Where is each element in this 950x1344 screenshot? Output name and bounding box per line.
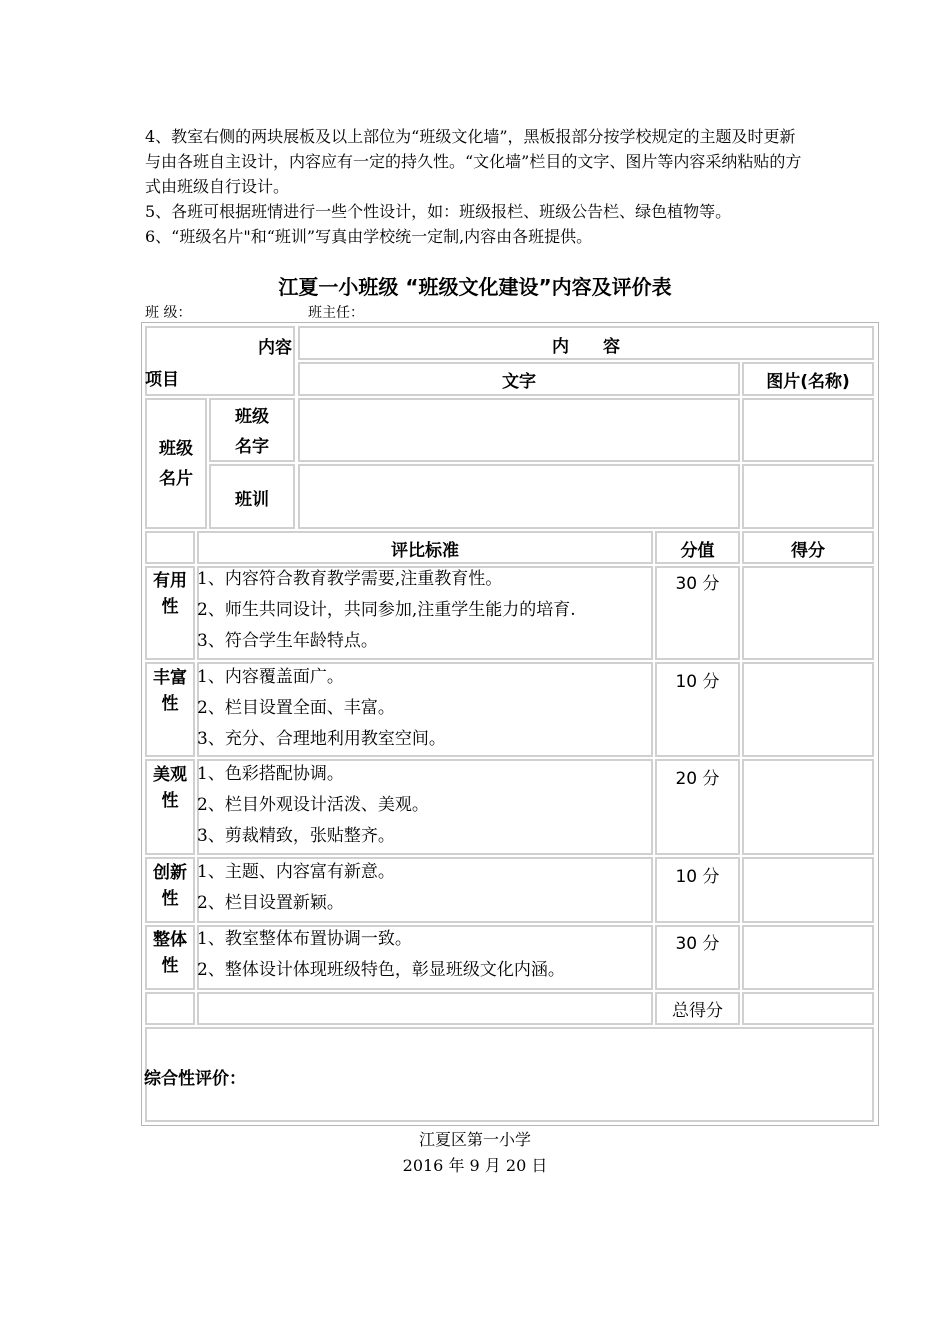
- picture-header: 图片(名称): [766, 372, 850, 392]
- score-header: 分值: [680, 541, 715, 561]
- criterion-got-cell[interactable]: [742, 662, 874, 757]
- school-name: 江夏区第一小学: [418, 1130, 531, 1149]
- criterion-items: 1、色彩搭配协调。 2、栏目外观设计活泼、美观。 3、剪裁精致，张贴整齐。: [197, 764, 429, 846]
- motto-text-cell[interactable]: [298, 464, 740, 529]
- content-header: 内 容: [552, 337, 620, 357]
- intro-paragraph-6: 6、“班级名片"和“班训”写真由学校统一定制,内容由各班提供。: [145, 227, 593, 246]
- criterion-score: 20 分: [675, 769, 720, 789]
- criterion-items: 1、教室整体布置协调一致。 2、整体设计体现班级特色，彰显班级文化内涵。: [197, 929, 565, 980]
- page-title: 江夏一小班级 “班级文化建设”内容及评价表: [278, 275, 672, 299]
- class-card-label: 班级 名片: [159, 439, 193, 489]
- corner-bottom-label: 项目: [145, 370, 179, 390]
- criterion-score: 10 分: [675, 867, 720, 887]
- total-blank-cell: [145, 992, 195, 1025]
- criterion-score: 30 分: [675, 934, 720, 954]
- criterion-category: 美观 性: [153, 765, 187, 811]
- criterion-items: 1、内容符合教育教学需要,注重教育性。 2、师生共同设计，共同参加,注重学生能力的培育. 3、符合学生年龄特点。: [197, 569, 576, 651]
- class-name-picture-cell[interactable]: [742, 398, 874, 462]
- criterion-category: 有用 性: [153, 571, 187, 617]
- document-date: 2016 年 9 月 20 日: [402, 1156, 548, 1175]
- total-blank-cell: [197, 992, 653, 1025]
- text-header: 文字: [502, 372, 536, 392]
- intro-paragraph-5: 5、各班可根据班情进行一些个性设计，如：班级报栏、班级公告栏、绿色植物等。: [145, 202, 732, 221]
- motto-picture-cell[interactable]: [742, 464, 874, 529]
- got-header: 得分: [791, 541, 825, 561]
- criteria-blank-cell: [145, 531, 195, 564]
- criterion-score: 30 分: [675, 574, 720, 594]
- intro-paragraph-4: 4、教室右侧的两块展板及以上部位为“班级文化墙”，黑板报部分按学校规定的主题及时更新与由各班自主设计，内容应有一定的持久性。“文化墙”栏目的文字、图片等内容采纳粘贴的方式由班级自行设计。: [145, 127, 802, 196]
- total-label: 总得分: [672, 1001, 723, 1021]
- criterion-got-cell[interactable]: [742, 566, 874, 660]
- criterion-items: 1、主题、内容富有新意。 2、栏目设置新颖。: [197, 862, 395, 913]
- criterion-got-cell[interactable]: [742, 925, 874, 990]
- criterion-category: 丰富 性: [153, 668, 187, 714]
- total-score-cell[interactable]: [742, 992, 874, 1025]
- criterion-category: 整体 性: [153, 930, 187, 976]
- class-name-label: 班级 名字: [235, 407, 269, 457]
- class-name-text-cell[interactable]: [298, 398, 740, 462]
- corner-top-label: 内容: [258, 338, 292, 358]
- overall-evaluation-cell[interactable]: [145, 1027, 874, 1122]
- intro-text: [145, 124, 810, 249]
- criterion-score: 10 分: [675, 672, 720, 692]
- overall-evaluation-label: 综合性评价：: [144, 1069, 246, 1089]
- criterion-items: 1、内容覆盖面广。 2、栏目设置全面、丰富。 3、充分、合理地利用教室空间。: [197, 667, 446, 749]
- criteria-header: 评比标准: [391, 541, 459, 561]
- criterion-got-cell[interactable]: [742, 857, 874, 923]
- class-label: 班 级：: [145, 305, 192, 321]
- motto-label: 班训: [235, 490, 269, 510]
- criterion-category: 创新 性: [153, 863, 187, 909]
- criterion-got-cell[interactable]: [742, 759, 874, 855]
- teacher-label: 班主任：: [308, 305, 364, 321]
